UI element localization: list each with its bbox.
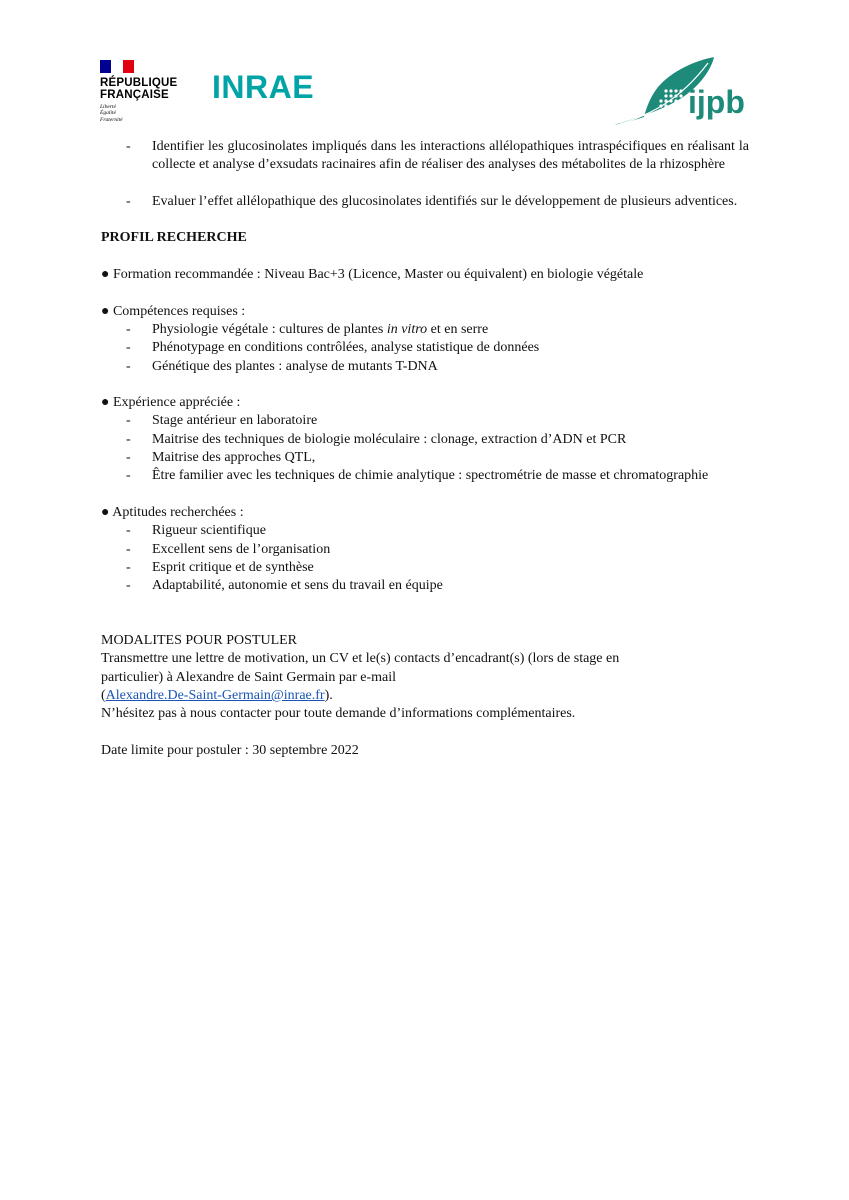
aptitudes-heading: ● Aptitudes recherchées : — [101, 504, 244, 520]
french-flag-icon — [100, 60, 134, 73]
bullet-marker: ● — [101, 504, 110, 520]
objective-item: - Identifier les glucosinolates impliqués dans les interactions allélopathiques intraspécifiques en réalisant la collecte et analyse d’exsudats racinaires afin de réaliser des analyses des métabolites de la rhizosphère — [126, 139, 749, 173]
bullet-marker: ● — [101, 303, 110, 319]
bullet-marker: ● — [101, 267, 110, 283]
rf-motto: Liberté Égalité Fraternité — [100, 104, 123, 123]
formation-line: ● Formation recommandée : Niveau Bac+3 (Licence, Master ou équivalent) en biologie végétale — [101, 267, 644, 283]
page-header — [0, 0, 849, 135]
aptitudes-list — [101, 522, 749, 595]
apply-line: N’hésitez pas à nous contacter pour toute demande d’informations complémentaires. — [101, 706, 576, 722]
competences-heading: ● Compétences requises : — [101, 303, 246, 319]
experience-item: - Être familier avec les techniques de chimie analytique : spectrométrie de masse et chromatographie — [126, 468, 709, 484]
apply-heading: MODALITES POUR POSTULER — [101, 633, 298, 649]
competence-item: - Physiologie végétale : cultures de plantes in vitro et en serre — [126, 321, 489, 337]
aptitude-item: - Excellent sens de l’organisation — [126, 541, 331, 557]
apply-line: Transmettre une lettre de motivation, un CV et le(s) contacts d’encadrant(s) (lors de stage en — [101, 651, 620, 667]
email-link[interactable]: Alexandre.De-Saint-Germain@inrae.fr — [105, 687, 325, 703]
competence-item: - Génétique des plantes : analyse de mutants T-DNA — [126, 358, 438, 374]
competences-list — [101, 321, 749, 376]
experience-list — [101, 412, 749, 485]
ijpb-logo-text: ijpb — [688, 84, 745, 120]
competence-item: - Phénotypage en conditions contrôlées, analyse statistique de données — [126, 340, 540, 356]
dash-marker: - — [126, 193, 131, 209]
profile-heading: PROFIL RECHERCHE — [101, 230, 247, 246]
apply-line: particulier) à Alexandre de Saint Germain par e-mail — [101, 669, 397, 685]
aptitude-item: - Rigueur scientifique — [126, 523, 266, 539]
document-body — [101, 138, 749, 760]
republique-francaise-logo — [100, 60, 190, 123]
aptitude-item: - Esprit critique et de synthèse — [126, 559, 314, 575]
objective-item: - Evaluer l’effet allélopathique des glucosinolates identifiés sur le développement de plusieurs adventices. — [101, 193, 749, 211]
objectives-list — [101, 138, 749, 211]
deadline: Date limite pour postuler : 30 septembre 2022 — [101, 742, 359, 758]
apply-email-line: (Alexandre.De-Saint-Germain@inrae.fr). — [101, 687, 333, 703]
inrae-logo: INRAE — [212, 69, 315, 105]
experience-item: - Maitrise des techniques de biologie moléculaire : clonage, extraction d’ADN et PCR — [126, 431, 627, 447]
bullet-marker: ● — [101, 395, 110, 411]
rf-title: RÉPUBLIQUE FRANÇAISE — [100, 77, 178, 101]
experience-item: - Stage antérieur en laboratoire — [126, 413, 318, 429]
experience-heading: ● Expérience appréciée : — [101, 395, 241, 411]
aptitude-item: - Adaptabilité, autonomie et sens du travail en équipe — [126, 578, 443, 594]
experience-item: - Maitrise des approches QTL, — [126, 450, 316, 466]
apply-section — [101, 632, 749, 760]
dash-marker: - — [126, 139, 131, 154]
